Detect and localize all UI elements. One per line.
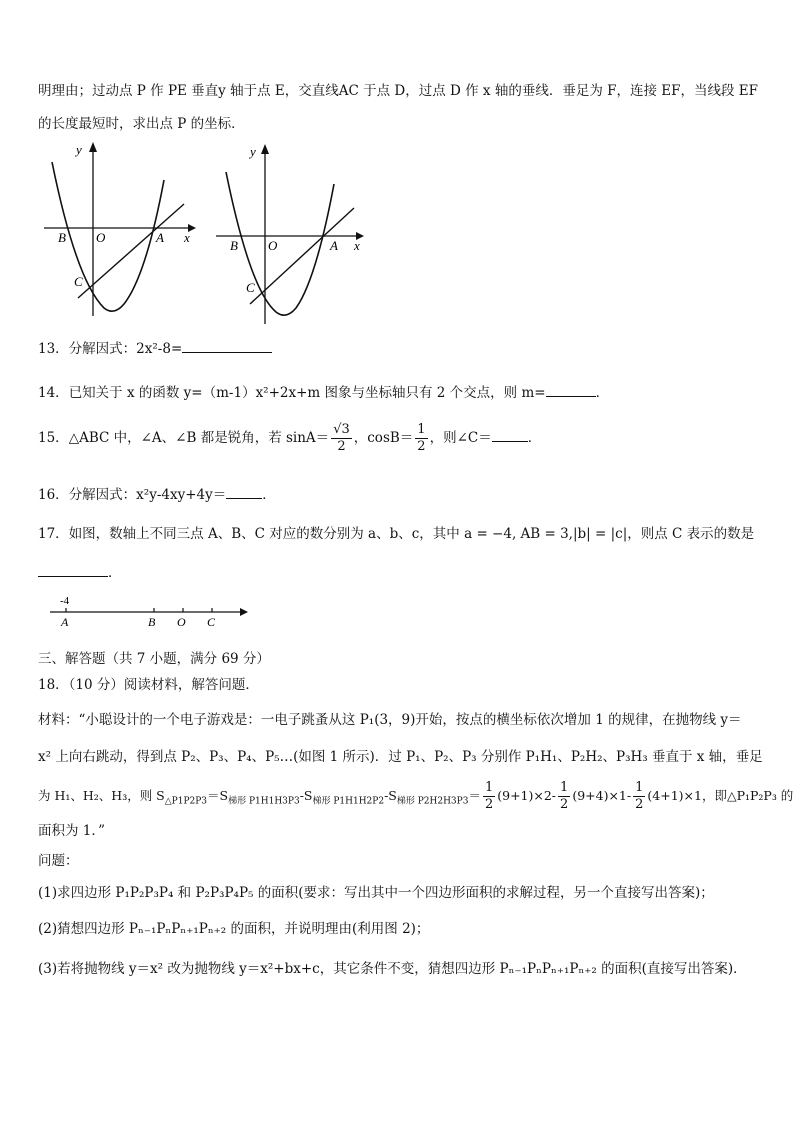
q18-heading: 18．（10 分）阅读材料，解答问题．	[38, 677, 259, 693]
q18-m3g: (9+4)×1-	[572, 788, 632, 803]
number-line-figure	[46, 592, 256, 632]
q18-part3: (3)若将抛物线 y＝x² 改为抛物线 y＝x²+bx+c，其它条件不变，猜想四边形 Pₙ₋₁PₙPₙ₊₁Pₙ₊₂ 的面积(直接写出答案)．	[38, 961, 747, 977]
q18-material-line4: 面积为 1．”	[38, 823, 106, 839]
q18-half-2	[558, 780, 570, 813]
q18-part2: (2)猜想四边形 Pₙ₋₁PₙPₙ₊₁Pₙ₊₂ 的面积，并说明理由(利用图 2)；	[38, 921, 430, 937]
q17-tail: ．	[108, 565, 122, 581]
numline-b-label: B	[148, 615, 156, 629]
q16-tail: ．	[262, 487, 276, 503]
q13-answer-blank[interactable]	[182, 338, 272, 353]
question-14	[38, 382, 609, 402]
q16-text: 分解因式：x²y-4xy+4y＝	[68, 487, 227, 503]
q15-f1-num: √3	[333, 422, 350, 437]
q18-sub-trap1: 梯形 P1H1H3P3	[228, 796, 300, 807]
q14-tail: ．	[595, 385, 610, 401]
q18-m3a: 为 H₁、H₂、H₃，则 S	[38, 788, 165, 803]
q13-number: 13．	[38, 341, 69, 357]
q18-half-1-den: 2	[484, 797, 494, 812]
graph1-b-label: B	[58, 230, 66, 245]
q18-half-3	[633, 780, 645, 813]
q13-text: 分解因式：2x²-8=	[68, 341, 183, 357]
graph2-o-label: O	[268, 238, 278, 253]
q17-answer-blank[interactable]	[38, 562, 108, 577]
q18-sub-trap2: 梯形 P1H1H2P2	[312, 796, 385, 807]
q15-f2-num: 1	[417, 422, 426, 437]
q15-tail: ．	[527, 430, 542, 446]
q18-material-line2: x² 上向右跳动，得到点 P₂、P₃、P₄、P₅…(如图 1 所示)．过 P₁、P₂、P₃ 分别作 P₁H₁、P₂H₂、P₃H₃ 垂直于 x 轴，垂足	[38, 749, 763, 765]
q18-m3e: ＝	[468, 788, 481, 803]
section-3-heading: 三、解答题（共 7 小题，满分 69 分）	[38, 651, 270, 667]
q18-m3h: (4+1)×1，即△P₁P₂P₃ 的	[647, 788, 794, 803]
q15-number: 15．	[38, 430, 69, 446]
q17-text: 如图，数轴上不同三点 A、B、C 对应的数分别为 a、b、c，其中 a = −4, AB = 3,|b| = |c|，则点 C 表示的数是	[68, 526, 755, 542]
q17-number: 17．	[38, 526, 69, 542]
graph2-y-label: y	[250, 144, 256, 159]
q14-number: 14．	[38, 385, 69, 401]
graph1-a-label: A	[156, 230, 164, 245]
q18-part1: (1)求四边形 P₁P₂P₃P₄ 和 P₂P₃P₄P₅ 的面积(要求：写出其中一个四边形面积的求解过程，另一个直接写出答案)；	[38, 885, 714, 901]
q15-mid: ，cosB＝	[353, 430, 414, 446]
q18-m3c: -S	[299, 788, 313, 803]
graph2-a-label: A	[330, 238, 338, 253]
q18-m3b: ＝S	[207, 788, 229, 803]
q18-half-1-num: 1	[484, 780, 494, 795]
question-17	[38, 525, 754, 543]
graph1-o-label: O	[96, 230, 106, 245]
q18-question-heading: 问题：	[38, 853, 79, 869]
q18-material-line3	[38, 776, 793, 822]
q15-f1-den: 2	[337, 439, 346, 454]
q15-answer-blank[interactable]	[492, 427, 528, 442]
question-13	[38, 338, 272, 358]
q15-f2-den: 2	[417, 439, 426, 454]
graph1-x-label: x	[184, 230, 190, 245]
numline-minus4: -4	[60, 595, 70, 607]
numline-c-label: C	[207, 615, 216, 629]
q15-fraction-sqrt3-over-2	[331, 422, 352, 455]
q18-half-2-den: 2	[560, 797, 569, 812]
graph1-c-label: C	[74, 274, 83, 289]
q18-half-3-num: 1	[635, 780, 644, 795]
q18-half-3-den: 2	[635, 797, 644, 812]
parabola-graph-2	[210, 140, 370, 330]
numline-a-label: A	[61, 615, 69, 629]
q18-half-1	[483, 780, 495, 813]
q18-material-line1: 材料：“小聪设计的一个电子游戏是：一电子跳蚤从这 P₁(3，9)开始，按点的横坐标依次增加 1 的规律，在抛物线 y＝	[38, 712, 742, 728]
q15-pre: △ABC 中，∠A、∠B 都是锐角，若 sinA＝	[68, 430, 330, 446]
graph2-c-label: C	[246, 280, 255, 295]
q18-sub-triangle: △P1P2P3	[164, 796, 208, 807]
q18-m3d: -S	[384, 788, 397, 803]
q12-text-line1: 明理由；过动点 P 作 PE 垂直y 轴于点 E，交直线AC 于点 D，过点 D 作 x 轴的垂线．垂足为 F，连接 EF，当线段 EF	[38, 83, 759, 99]
numline-o-label: O	[177, 615, 186, 629]
q17-answer-line	[38, 562, 122, 582]
q12-text-line2: 的长度最短时，求出点 P 的坐标．	[38, 116, 245, 132]
q15-post: ，则∠C＝	[429, 430, 492, 446]
q18-sub-trap3: 梯形 P2H2H3P3	[396, 796, 469, 807]
q18-half-2-num: 1	[560, 780, 569, 795]
graph2-x-label: x	[354, 238, 360, 253]
question-15	[38, 418, 541, 458]
parabola-graph-1	[38, 140, 198, 320]
q14-text: 已知关于 x 的函数 y=（m-1）x²+2x+m 图象与坐标轴只有 2 个交点，则 m=	[68, 385, 546, 401]
q18-m3f: (9+1)×2-	[497, 788, 557, 803]
q16-answer-blank[interactable]	[226, 484, 262, 499]
question-16	[38, 484, 276, 504]
q16-number: 16．	[38, 487, 69, 503]
q15-fraction-1-over-2	[415, 422, 427, 455]
graph1-y-label: y	[76, 142, 82, 157]
q14-answer-blank[interactable]	[546, 382, 596, 397]
graph2-b-label: B	[230, 238, 238, 253]
